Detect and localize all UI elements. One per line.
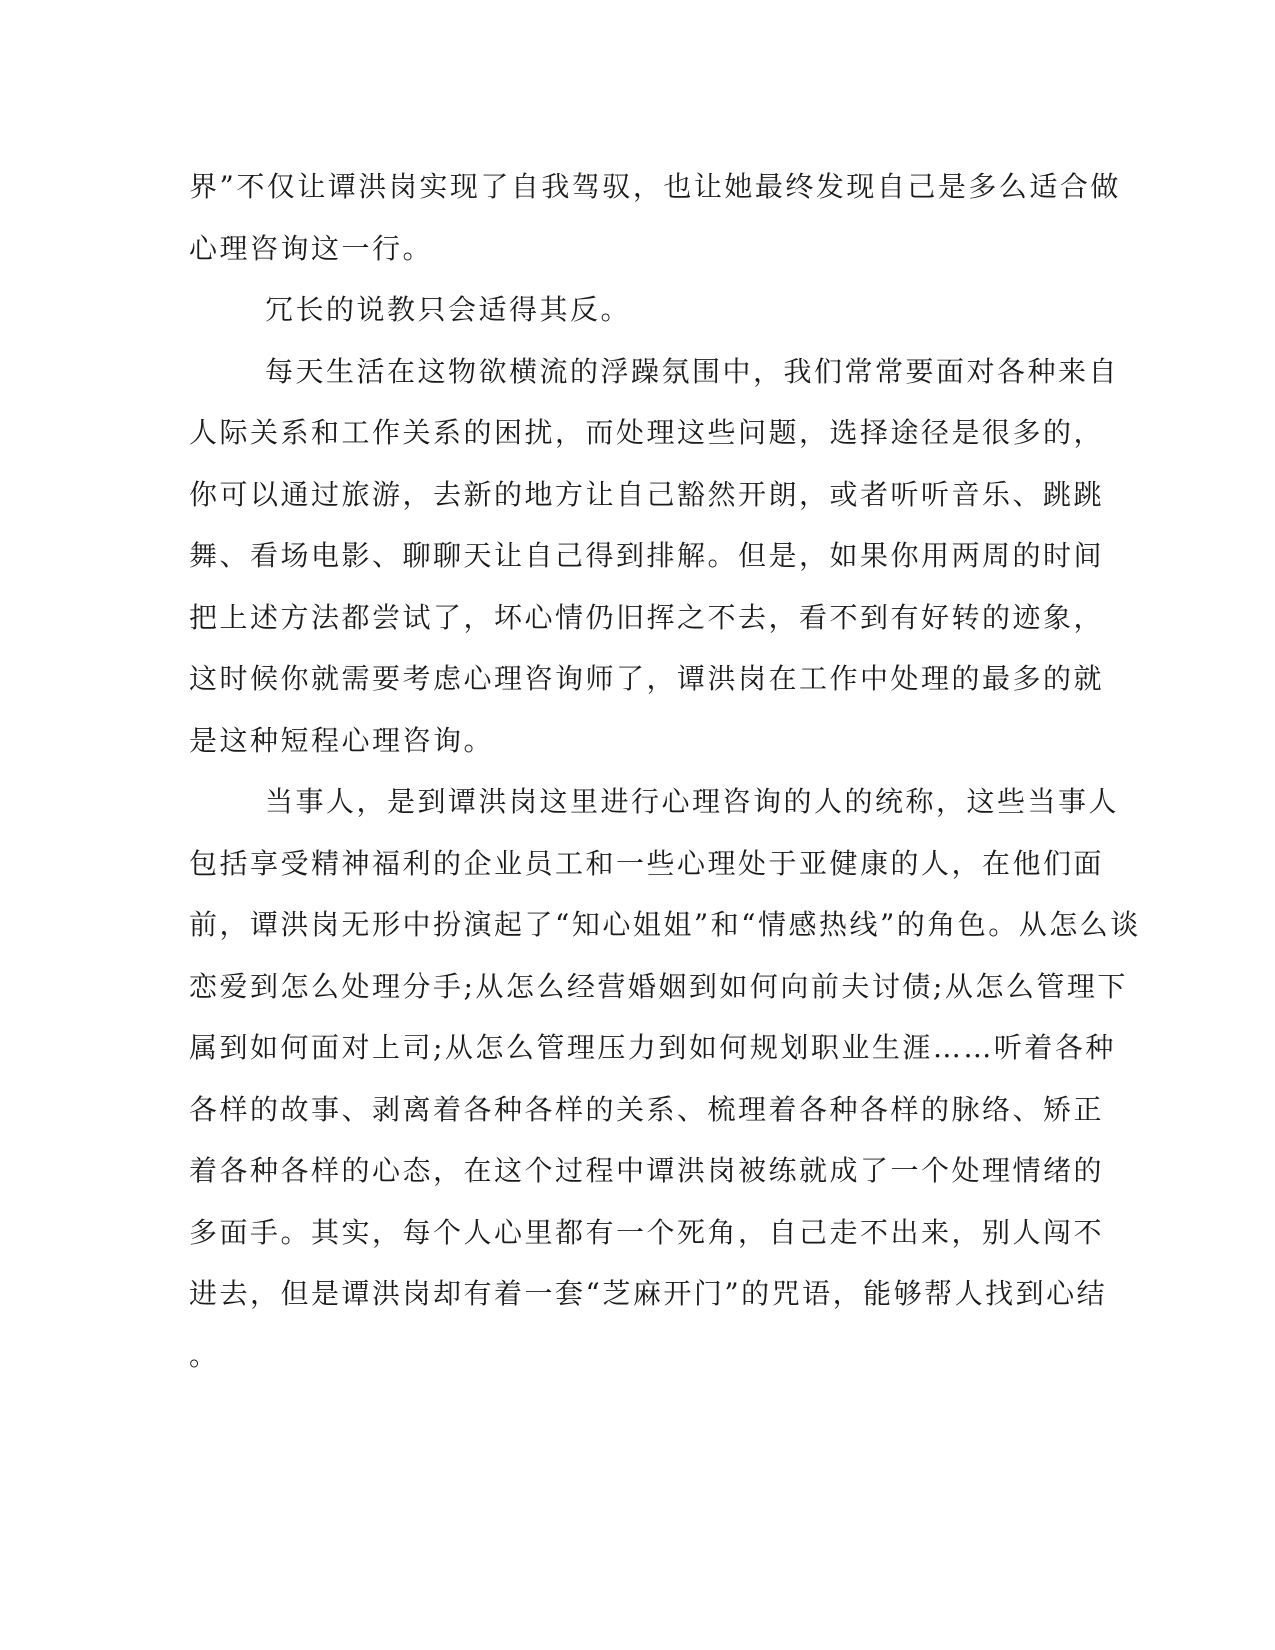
text-line-6: 你可以通过旅游，去新的地方让自己豁然开朗，或者听听音乐、跳跳 bbox=[189, 477, 1105, 511]
text-line-8: 把上述方法都尝试了，坏心情仍旧挥之不去，看不到有好转的迹象， bbox=[189, 600, 1105, 634]
text-line-14: 恋爱到怎么处理分手;从怎么经营婚姻到如何向前夫讨债;从怎么管理下 bbox=[189, 969, 1128, 1003]
text-line-2: 心理咨询这一行。 bbox=[189, 231, 434, 265]
text-line-12: 包括享受精神福利的企业员工和一些心理处于亚健康的人，在他们面 bbox=[189, 846, 1105, 880]
text-line-16: 各样的故事、剥离着各种各样的关系、梳理着各种各样的脉络、矫正 bbox=[189, 1092, 1105, 1126]
body-text bbox=[189, 156, 1141, 1386]
text-line-3: 冗长的说教只会适得其反。 bbox=[265, 293, 632, 326]
text-line-19: 进去，但是谭洪岗却有着一套“芝麻开门”的咒语，能够帮人找到心结 bbox=[189, 1277, 1108, 1310]
text-line-20: 。 bbox=[189, 1338, 220, 1372]
text-line-18: 多面手。其实，每个人心里都有一个死角，自己走不出来，别人闯不 bbox=[189, 1215, 1105, 1249]
text-line-7: 舞、看场电影、聊聊天让自己得到排解。但是，如果你用两周的时间 bbox=[189, 539, 1105, 572]
text-line-10: 是这种短程心理咨询。 bbox=[189, 723, 495, 757]
text-line-17: 着各种各样的心态，在这个过程中谭洪岗被练就成了一个处理情绪的 bbox=[189, 1154, 1105, 1187]
text-line-15: 属到如何面对上司;从怎么管理压力到如何规划职业生涯……听着各种 bbox=[189, 1031, 1116, 1064]
text-line-5: 人际关系和工作关系的困扰，而处理这些问题，选择途径是很多的， bbox=[189, 416, 1105, 449]
text-line-11: 当事人，是到谭洪岗这里进行心理咨询的人的统称，这些当事人 bbox=[265, 785, 1120, 818]
text-line-4: 每天生活在这物欲横流的浮躁氛围中，我们常常要面对各种来自 bbox=[265, 354, 1120, 388]
text-line-13: 前，谭洪岗无形中扮演起了“知心姐姐”和“情感热线”的角色。从怎么谈 bbox=[189, 908, 1141, 941]
text-line-9: 这时候你就需要考虑心理咨询师了，谭洪岗在工作中处理的最多的就 bbox=[189, 662, 1105, 695]
text-line-1: 界”不仅让谭洪岗实现了自我驾驭，也让她最终发现自己是多么适合做 bbox=[189, 170, 1121, 203]
